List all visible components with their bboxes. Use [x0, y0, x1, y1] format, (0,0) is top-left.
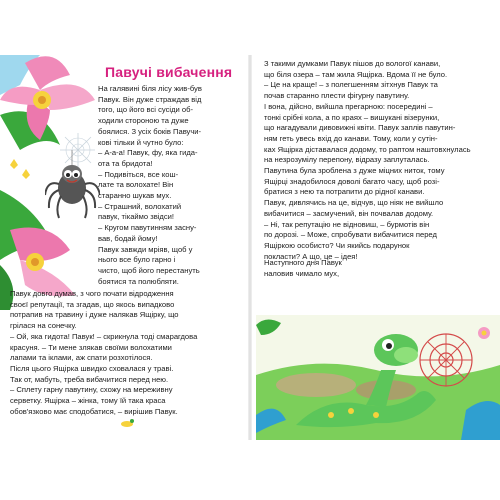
text-line: боятися та полюбляти. — [98, 276, 179, 286]
text-line: того, що його всі сусіди об- — [98, 105, 193, 115]
text-line: покласти? А що, це – ідея! — [264, 251, 358, 261]
text-line: кові тільки й чутно було: — [98, 137, 184, 147]
text-line: З такими думками Павук пішов до вологої канави, — [264, 59, 441, 68]
text-line: Павук довго думав, з чого почати відродження — [10, 289, 174, 298]
text-line: На галявині біля лісу жив-був — [98, 84, 202, 93]
text-line: Ящірці знадобилося доволі багато часу, щоб розі- — [264, 176, 440, 186]
text-line: красуня. – Ти мене злякав своїми волохатими — [10, 342, 172, 352]
text-line: чисто, щоб його перестануть — [98, 265, 200, 275]
left-top-text — [98, 84, 244, 287]
text-line: – А-а-а! Павук, фу, яка гида- — [98, 148, 198, 158]
text-line: Павук, дивлячись на це, відчув, що ніяк не вийшло — [264, 198, 444, 208]
text-line: нього все було гарно і — [98, 255, 176, 265]
text-line: Так от, мабуть, треба вибачитися перед нею. — [10, 374, 169, 384]
text-line: Після цього Ящірка швидко сховалася у траві. — [10, 363, 174, 373]
text-line: наловив чимало мух, — [264, 268, 340, 278]
text-line: по дорозі. – Може, спробувати вибачитися перед — [264, 230, 437, 240]
text-line: грілася на сонечку. — [10, 321, 77, 331]
right-top-text — [264, 59, 492, 262]
text-line: ням геть увесь вхід до канави. Тому, коли у сутін- — [264, 133, 438, 143]
text-line: Павук. Він дуже страждав від — [98, 94, 202, 104]
text-line: вибачитися – засмучений, він почвалав додому. — [264, 208, 434, 218]
text-line: братися з нею та потрапити до рідної канави. — [264, 187, 425, 197]
text-line: Павутина була зроблена з дуже міцних ниток, тому — [264, 166, 445, 176]
text-line: ходили стороною та дуже — [98, 116, 189, 126]
text-line: – Кругом павутинням засну- — [98, 223, 197, 233]
text-line: обов'язково має сподобатися, – вирішив Павук. — [10, 406, 178, 416]
small-decoration-icon — [120, 418, 135, 428]
text-line: потрапив на травину і дуже налякав Ящірку, що — [10, 310, 179, 320]
text-line: – Сплету гарну павутину, схожу на мереживну — [10, 385, 173, 395]
story-title: Павучі вибачення — [105, 64, 233, 80]
text-line: – Це на краще! – з полегшенням зітхнув Павук та — [264, 80, 438, 90]
text-line: на незрозумілу перепону, відразу заплуталась. — [264, 155, 430, 165]
text-line: що біля озера – там жила Ящірка. Вдома її не було. — [264, 69, 448, 79]
text-line: – Ой, яка гидота! Павук! – скрикнула тоді смарагдова — [10, 331, 198, 341]
text-line: боялися. З усіх боків Павучи- — [98, 126, 202, 136]
text-line: вав, бодай йому! — [98, 233, 158, 243]
left-bottom-text — [10, 289, 244, 417]
text-line: І вона, дійсно, вийшла прегарною: посередині – — [264, 101, 433, 111]
text-line: павук, тікаймо звідси! — [98, 212, 174, 222]
text-line: лапами та іклами, аж спати розхотілося. — [10, 353, 153, 363]
text-line: серветку. Ящірка – жінка, тому їй така краса — [10, 396, 166, 406]
text-line: тонкі срібні кола, а по краях – вишукані візерунки, — [264, 112, 440, 122]
right-mid-text — [264, 258, 384, 279]
text-line: що нагадували дивовижні квіти. Павук заплів павутин- — [264, 123, 456, 133]
text-line: Ящіркою особисто? Чи якийсь подарунок — [264, 240, 410, 250]
lizard-scene-illustration — [256, 315, 500, 440]
text-line: – Подивіться, все кош- — [98, 169, 179, 179]
text-line: своєї репутації, та згадав, що якось випадково — [10, 299, 175, 309]
text-line: ота та бридота! — [98, 158, 153, 168]
text-line: Павук завжди мріяв, щоб у — [98, 244, 193, 254]
text-line: лате та волохате! Він — [98, 180, 174, 190]
text-line: Наступного дня Павук — [264, 258, 342, 267]
text-line: ках Ящірка діставалася додому, то раптом наштовхнулась — [264, 144, 471, 154]
book-gutter — [248, 55, 252, 440]
text-line: почав старанно плести фігурну павутину. — [264, 91, 410, 101]
spider-illustration — [45, 150, 100, 220]
text-line: старанно шукав мух. — [98, 191, 172, 201]
text-line: – Страшний, волохатий — [98, 201, 182, 211]
text-line: – Ні, так репутацію не відновиш, – бурмотів він — [264, 219, 430, 229]
